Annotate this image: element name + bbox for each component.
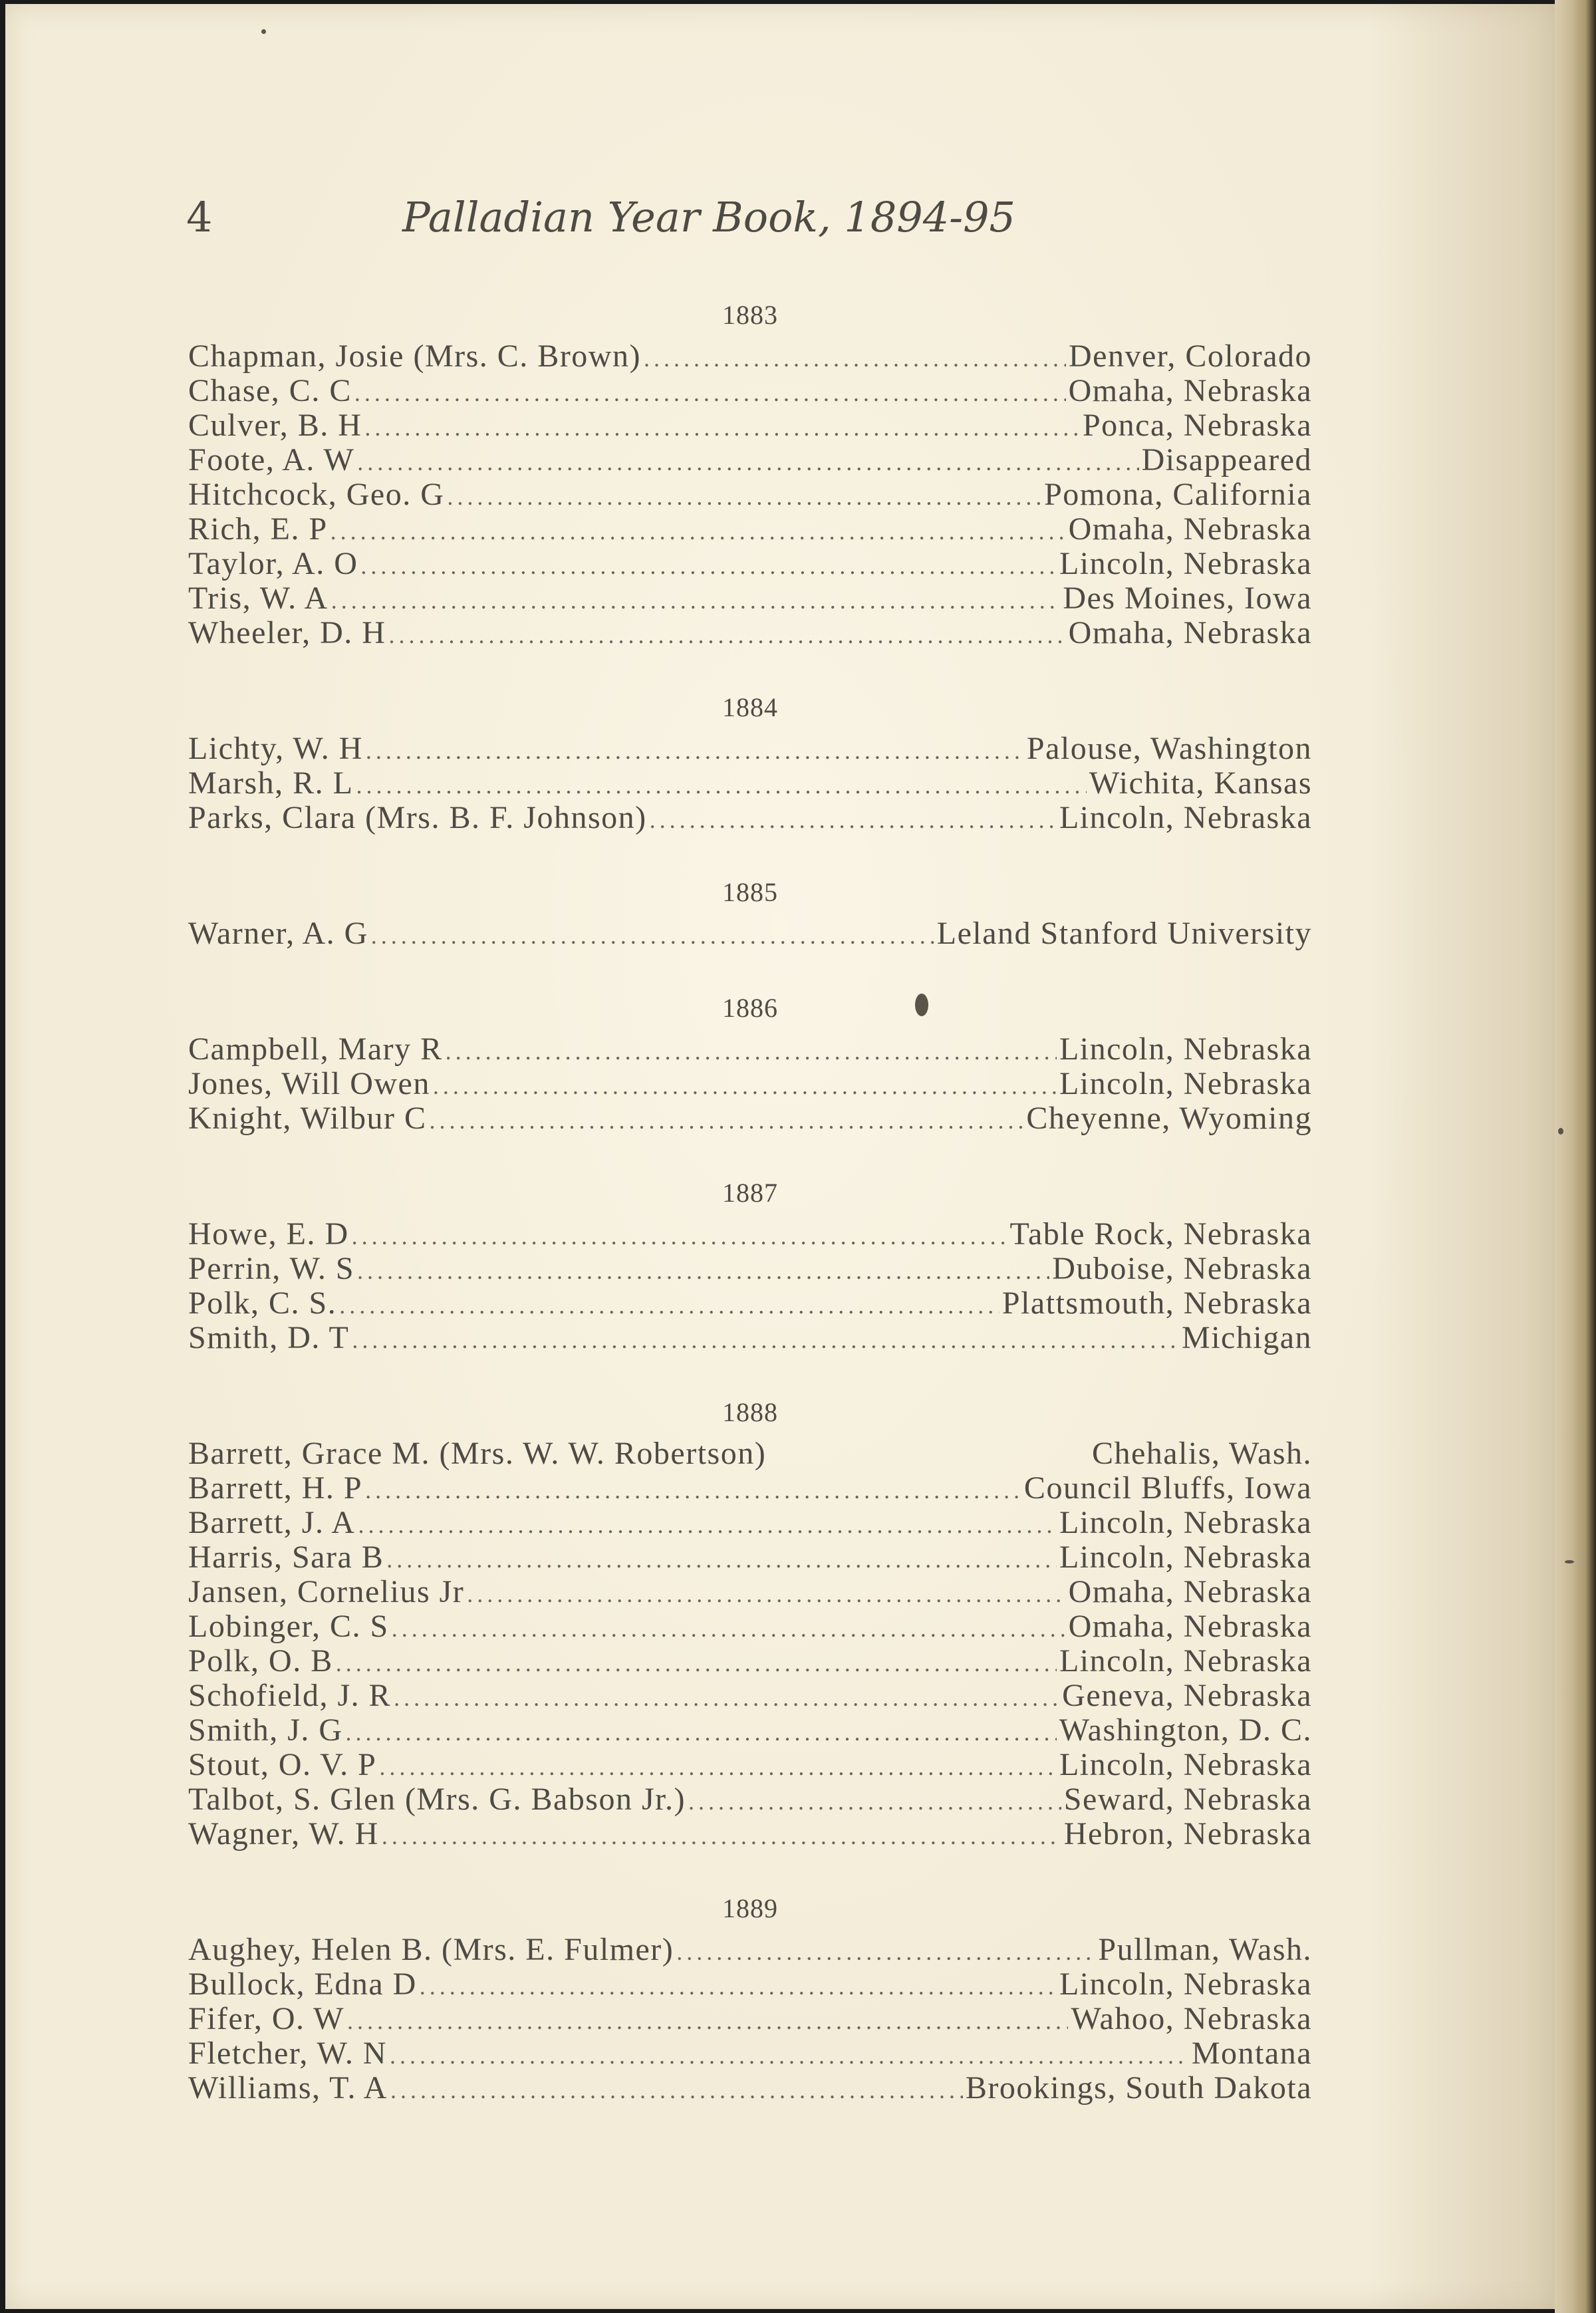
member-name: Bullock, Edna D <box>188 1967 417 2002</box>
list-item <box>188 1679 1312 1713</box>
dot-leader <box>392 1611 1066 1646</box>
member-location: Lincoln, Nebraska <box>1059 1967 1312 2002</box>
member-name: Lobinger, C. S <box>188 1609 389 1644</box>
member-location: Omaha, Nebraska <box>1068 511 1312 547</box>
year-section <box>188 874 1312 951</box>
member-name: Aughey, Helen B. (Mrs. E. Fulmer) <box>188 1932 674 1967</box>
member-name: Smith, D. T <box>188 1320 350 1355</box>
list-item <box>188 1286 1312 1321</box>
member-location: Lincoln, Nebraska <box>1059 800 1312 835</box>
member-name: Lichty, W. H <box>188 731 363 766</box>
book-spine <box>1555 0 1596 2313</box>
year-heading: 1887 <box>722 1178 778 1208</box>
ink-speck <box>915 994 928 1016</box>
dot-leader <box>346 1715 1057 1750</box>
year-heading: 1883 <box>722 300 778 330</box>
dot-leader <box>331 583 1061 618</box>
member-location: Pullman, Wash. <box>1098 1932 1312 1967</box>
member-name: Wheeler, D. H <box>188 615 386 650</box>
member-name: Polk, C. S. <box>188 1286 337 1321</box>
member-location: Des Moines, Iowa <box>1063 581 1312 616</box>
member-location: Cheyenne, Wyoming <box>1026 1101 1312 1136</box>
member-location: Lincoln, Nebraska <box>1059 1505 1312 1540</box>
dot-leader <box>365 1473 1021 1508</box>
list-item <box>188 1101 1312 1136</box>
member-location: Disappeared <box>1141 442 1312 477</box>
member-location: Lincoln, Nebraska <box>1059 1747 1312 1782</box>
member-name: Campbell, Mary R <box>188 1031 443 1067</box>
dot-leader <box>336 1646 1057 1681</box>
dot-leader <box>352 1219 1007 1254</box>
member-name: Harris, Sara B <box>188 1540 384 1575</box>
list-item <box>188 1436 1312 1471</box>
member-location: Lincoln, Nebraska <box>1059 1066 1312 1101</box>
year-heading: 1888 <box>722 1397 778 1427</box>
member-location: Wahoo, Nebraska <box>1071 2001 1312 2036</box>
member-name: Parks, Clara (Mrs. B. F. Johnson) <box>188 800 647 835</box>
member-location: Lincoln, Nebraska <box>1059 1031 1312 1067</box>
member-location: Council Bluffs, Iowa <box>1023 1470 1312 1506</box>
list-item <box>188 1575 1312 1609</box>
member-name: Talbot, S. Glen (Mrs. G. Babson Jr.) <box>188 1782 686 1817</box>
running-title: Palladian Year Book, 1894-95 <box>402 193 1016 241</box>
member-location: Hebron, Nebraska <box>1063 1816 1312 1851</box>
member-location: Lincoln, Nebraska <box>1059 546 1312 581</box>
member-location: Duboise, Nebraska <box>1052 1251 1312 1286</box>
list-item <box>188 732 1312 766</box>
year-section <box>188 1394 1312 1851</box>
dot-leader <box>371 918 934 953</box>
dot-leader <box>447 479 1041 514</box>
year-section <box>188 990 1312 1136</box>
member-name: Marsh, R. L <box>188 765 354 801</box>
member-name: Jones, Will Owen <box>188 1066 430 1101</box>
member-location: Wichita, Kansas <box>1089 765 1312 801</box>
member-name: Hitchcock, Geo. G <box>188 477 445 512</box>
dot-leader <box>467 1577 1065 1611</box>
list-item <box>188 1817 1312 1851</box>
dot-leader <box>339 1288 999 1323</box>
dot-leader <box>390 2073 963 2108</box>
member-name: Polk, O. B <box>188 1643 333 1679</box>
member-location: Montana <box>1191 2036 1312 2071</box>
list-item <box>188 2036 1312 2071</box>
member-location: Table Rock, Nebraska <box>1009 1216 1312 1252</box>
member-name: Jansen, Cornelius Jr <box>188 1574 465 1609</box>
dot-leader <box>331 514 1066 549</box>
list-item <box>188 339 1312 374</box>
dot-leader <box>357 1254 1049 1288</box>
list-item <box>188 2002 1312 2036</box>
year-heading: 1889 <box>722 1893 778 1923</box>
member-location: Washington, D. C. <box>1059 1712 1312 1748</box>
member-location: Lincoln, Nebraska <box>1059 1540 1312 1575</box>
list-item <box>188 1713 1312 1748</box>
year-heading: 1886 <box>722 993 778 1023</box>
list-item <box>188 1032 1312 1067</box>
ink-speck <box>1565 1560 1574 1564</box>
list-item <box>188 547 1312 581</box>
member-name: Barrett, Grace M. (Mrs. W. W. Robertson) <box>188 1436 767 1471</box>
list-item <box>188 1644 1312 1679</box>
member-name: Fifer, O. W <box>188 2001 344 2036</box>
member-name: Rich, E. P <box>188 511 328 547</box>
member-name: Chase, C. C <box>188 373 352 408</box>
member-name: Tris, W. A <box>188 581 329 616</box>
dot-leader <box>386 1542 1057 1577</box>
member-name: Culver, B. H <box>188 408 362 443</box>
member-name: Fletcher, W. N <box>188 2036 388 2071</box>
list-item <box>188 1967 1312 2002</box>
year-section <box>188 689 1312 835</box>
member-name: Warner, A. G <box>188 916 368 951</box>
member-name: Barrett, H. P <box>188 1470 363 1506</box>
member-name: Perrin, W. S <box>188 1251 355 1286</box>
member-name: Smith, J. G <box>188 1712 343 1748</box>
member-location: Geneva, Nebraska <box>1062 1678 1312 1713</box>
dot-leader <box>644 341 1066 376</box>
ink-speck <box>1558 1128 1563 1135</box>
member-location: Omaha, Nebraska <box>1068 1609 1312 1644</box>
list-item <box>188 916 1312 951</box>
list-item <box>188 408 1312 443</box>
member-location: Chehalis, Wash. <box>1091 1436 1312 1471</box>
list-item <box>188 581 1312 616</box>
member-location: Omaha, Nebraska <box>1068 615 1312 650</box>
alumni-list <box>188 297 1312 2144</box>
dot-leader <box>379 1750 1057 1784</box>
dot-leader <box>356 768 1086 803</box>
member-name: Stout, O. V. P <box>188 1747 377 1782</box>
member-name: Williams, T. A <box>188 2070 388 2106</box>
list-item <box>188 616 1312 650</box>
dot-leader <box>650 803 1057 837</box>
dot-leader <box>354 376 1066 410</box>
member-name: Chapman, Josie (Mrs. C. Brown) <box>188 339 641 374</box>
dot-leader <box>357 445 1138 479</box>
list-item <box>188 766 1312 801</box>
year-section <box>188 1890 1312 2106</box>
year-heading: 1885 <box>722 877 778 907</box>
member-location: Michigan <box>1182 1320 1312 1355</box>
list-item <box>188 1506 1312 1540</box>
dot-leader <box>382 1819 1061 1853</box>
member-location: Palouse, Washington <box>1026 731 1312 766</box>
member-location: Omaha, Nebraska <box>1068 373 1312 408</box>
dot-leader <box>688 1784 1061 1819</box>
dot-leader <box>364 410 1080 445</box>
list-item <box>188 1067 1312 1101</box>
year-section <box>188 1174 1312 1355</box>
dot-leader <box>430 1103 1024 1138</box>
member-name: Knight, Wilbur C <box>188 1101 427 1136</box>
member-name: Taylor, A. O <box>188 546 358 581</box>
dot-leader <box>433 1069 1057 1103</box>
book-page <box>5 4 1555 2309</box>
member-location: Ponca, Nebraska <box>1082 408 1312 443</box>
list-item <box>188 1933 1312 1967</box>
member-name: Foote, A. W <box>188 442 355 477</box>
ink-speck <box>261 29 266 34</box>
member-location: Denver, Colorado <box>1069 339 1312 374</box>
member-location: Seward, Nebraska <box>1063 1782 1312 1817</box>
list-item <box>188 512 1312 547</box>
member-location: Omaha, Nebraska <box>1068 1574 1312 1609</box>
list-item <box>188 1540 1312 1575</box>
dot-leader <box>366 734 1024 768</box>
list-item <box>188 374 1312 408</box>
page-number: 4 <box>186 193 213 241</box>
list-item <box>188 1321 1312 1355</box>
member-location: Pomona, California <box>1044 477 1312 512</box>
dot-leader <box>676 1935 1095 1969</box>
dot-leader <box>360 549 1057 583</box>
list-item <box>188 443 1312 477</box>
member-location: Brookings, South Dakota <box>965 2070 1312 2106</box>
list-item <box>188 1252 1312 1286</box>
dot-leader <box>420 1969 1057 2004</box>
year-section <box>188 297 1312 650</box>
list-item <box>188 477 1312 512</box>
member-location: Leland Stanford University <box>936 916 1312 951</box>
member-name: Howe, E. D <box>188 1216 349 1252</box>
list-item <box>188 1782 1312 1817</box>
list-item <box>188 801 1312 835</box>
list-item <box>188 1471 1312 1506</box>
list-item <box>188 2071 1312 2106</box>
dot-leader <box>347 2004 1069 2038</box>
dot-leader <box>352 1323 1179 1357</box>
dot-leader <box>358 1508 1056 1542</box>
dot-leader <box>390 2038 1189 2073</box>
member-location: Lincoln, Nebraska <box>1059 1643 1312 1679</box>
dot-leader <box>388 618 1065 652</box>
year-heading: 1884 <box>722 692 778 722</box>
list-item <box>188 1748 1312 1782</box>
dot-leader <box>446 1034 1057 1069</box>
list-item <box>188 1609 1312 1644</box>
member-location: Plattsmouth, Nebraska <box>1001 1286 1312 1321</box>
list-item <box>188 1217 1312 1252</box>
member-name: Schofield, J. R <box>188 1678 392 1713</box>
member-name: Barrett, J. A <box>188 1505 356 1540</box>
dot-leader <box>394 1681 1059 1715</box>
member-name: Wagner, W. H <box>188 1816 379 1851</box>
